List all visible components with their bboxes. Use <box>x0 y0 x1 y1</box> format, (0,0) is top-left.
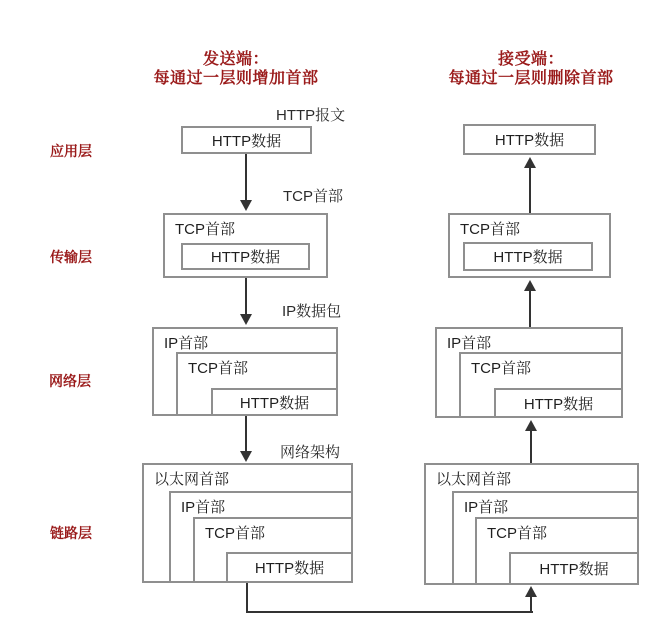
sender-arrow-line-1 <box>245 154 247 202</box>
sender-arrow-head-1 <box>240 200 252 211</box>
layer-label-network: 网络层 <box>49 373 91 389</box>
tcp-header-label: TCP首部 <box>460 221 521 238</box>
receiver-link-tcp-box <box>475 517 639 585</box>
http-data-label: HTTP数据 <box>523 395 594 413</box>
tcp-header-label: TCP首部 <box>487 525 548 542</box>
receiver-arrow-line-1 <box>529 168 531 213</box>
step-label-http-message: HTTP报文 <box>276 107 346 124</box>
receiver-arrow-head-3 <box>525 420 537 431</box>
layer-label-transport: 传输层 <box>50 249 92 265</box>
receiver-network-tcp-box <box>459 352 623 418</box>
tcp-header-label: TCP首部 <box>188 360 249 377</box>
http-data-label: HTTP数据 <box>211 132 282 150</box>
tcp-header-label: TCP首部 <box>205 525 266 542</box>
tcp-header-label: TCP首部 <box>471 360 532 377</box>
receiver-heading <box>416 50 646 88</box>
connector-horizontal-line <box>246 611 533 613</box>
sender-link-box <box>142 463 353 583</box>
step-label-tcp-header: TCP首部 <box>283 188 344 205</box>
http-data-label: HTTP数据 <box>210 249 281 266</box>
receiver-transport-http-data-box <box>463 242 593 271</box>
ethernet-header-label: 以太网首部 <box>436 471 512 488</box>
receiver-transport-box <box>448 213 611 278</box>
sender-arrow-line-2 <box>245 278 247 315</box>
ip-header-label: IP首部 <box>181 499 226 516</box>
http-data-label: HTTP数据 <box>493 249 563 266</box>
sender-network-http-data-box <box>211 388 338 416</box>
ip-header-label: IP首部 <box>464 499 509 516</box>
sender-heading-line2: 每通过一层则增加首部 <box>153 70 319 87</box>
ethernet-header-label: 以太网首部 <box>154 471 230 488</box>
sender-heading-line1: 发送端： <box>202 51 269 68</box>
receiver-network-box <box>435 327 623 418</box>
sender-network-tcp-box <box>176 352 338 416</box>
receiver-link-http-data-box <box>509 552 639 585</box>
receiver-link-box <box>424 463 639 585</box>
layer-label-application: 应用层 <box>50 143 92 159</box>
connector-down-line <box>246 583 248 613</box>
sender-link-tcp-box <box>193 517 353 583</box>
sender-app-http-data-box <box>181 126 312 154</box>
step-label-ip-packet: IP数据包 <box>282 303 342 320</box>
http-data-label: HTTP数据 <box>239 394 310 412</box>
http-data-label: HTTP数据 <box>254 560 325 577</box>
sender-link-ip-box <box>169 491 353 583</box>
sender-transport-http-data-box <box>181 243 310 270</box>
ip-header-label: IP首部 <box>164 335 209 352</box>
sender-arrow-line-3 <box>245 416 247 452</box>
connector-up-line <box>530 597 532 613</box>
sender-arrow-head-3 <box>240 451 252 462</box>
http-data-label: HTTP数据 <box>539 561 609 578</box>
receiver-arrow-head-1 <box>524 157 536 168</box>
sender-network-box <box>152 327 338 416</box>
receiver-network-http-data-box <box>494 388 623 418</box>
ip-header-label: IP首部 <box>447 335 492 352</box>
receiver-arrow-line-2 <box>529 291 531 327</box>
receiver-arrow-line-3 <box>530 431 532 463</box>
sender-transport-box <box>163 213 328 278</box>
receiver-heading-line1: 接受端： <box>497 51 564 68</box>
http-data-label: HTTP数据 <box>494 132 565 149</box>
connector-arrow-head <box>525 586 537 597</box>
sender-heading <box>121 50 351 88</box>
sender-link-http-data-box <box>226 552 353 583</box>
sender-arrow-head-2 <box>240 314 252 325</box>
receiver-heading-line2: 每通过一层则删除首部 <box>448 70 614 87</box>
tcp-header-label: TCP首部 <box>175 221 236 238</box>
receiver-link-ip-box <box>452 491 639 585</box>
receiver-app-http-data-box <box>463 124 596 155</box>
receiver-arrow-head-2 <box>524 280 536 291</box>
step-label-network-frame: 网络架构 <box>280 444 341 461</box>
layer-label-link: 链路层 <box>50 525 92 541</box>
